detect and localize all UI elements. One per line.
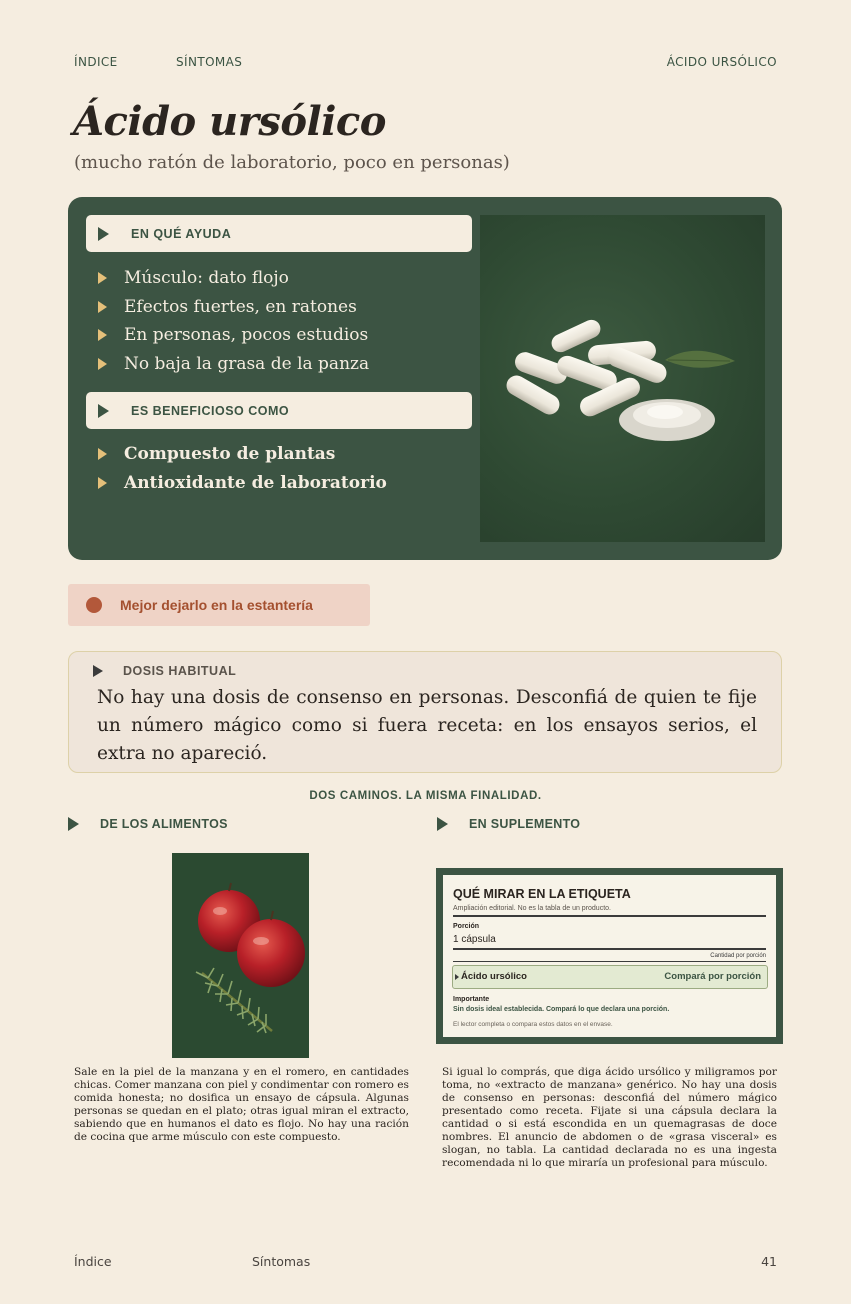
beneficial-list <box>86 440 466 497</box>
list-item <box>86 264 466 293</box>
footer-index-link[interactable]: Índice <box>74 1254 112 1269</box>
triangle-icon <box>98 227 109 241</box>
triangle-icon <box>93 665 103 677</box>
helps-header <box>86 215 472 252</box>
beneficial-header-label: ES BENEFICIOSO COMO <box>131 403 290 418</box>
list-item <box>86 469 466 498</box>
food-header <box>68 817 228 831</box>
list-item-text: No baja la grasa de la panza <box>124 353 370 374</box>
dose-header <box>93 664 236 678</box>
ingredient-name: Ácido ursólico <box>461 971 527 982</box>
nav-index-link[interactable]: ÍNDICE <box>74 55 118 69</box>
per-portion-label: Cantidad por porción <box>710 953 766 959</box>
capsules-illustration <box>480 215 765 542</box>
bullet-icon <box>98 448 107 460</box>
page-subtitle: (mucho ratón de laboratorio, poco en personas) <box>74 152 510 173</box>
list-item-text: Compuesto de plantas <box>124 444 336 465</box>
beneficial-header <box>86 392 472 429</box>
list-item <box>86 321 466 350</box>
dose-text: No hay una dosis de consenso en personas. Desconfiá de quien te fije un número mágico como si fuera receta: en los ensayos serios, el extra no apareció. <box>97 687 757 764</box>
list-item <box>86 440 466 469</box>
label-guide-footer: El lector completa o compara estos datos en el envase. <box>453 1021 613 1028</box>
verdict-badge <box>68 584 370 626</box>
triangle-icon <box>68 817 79 831</box>
nav-symptoms-link[interactable]: SÍNTOMAS <box>176 55 243 69</box>
capsules-photo <box>480 215 765 542</box>
warning-dot-icon <box>86 597 102 613</box>
label-guide-note: Ampliación editorial. No es la tabla de un producto. <box>453 905 611 912</box>
apples-rosemary-photo <box>172 853 309 1058</box>
divider <box>453 961 766 962</box>
footer-symptoms-link[interactable]: Síntomas <box>252 1254 311 1269</box>
paths-heading: DOS CAMINOS. LA MISMA FINALIDAD. <box>309 790 542 802</box>
dose-box <box>68 651 782 773</box>
dose-header-label: DOSIS HABITUAL <box>123 664 237 678</box>
important-text: Sin dosis ideal establecida. Compará lo que declara una porción. <box>453 1006 670 1013</box>
important-label: Importante <box>453 996 490 1003</box>
food-header-label: DE LOS ALIMENTOS <box>100 817 228 831</box>
list-item-text: Efectos fuertes, en ratones <box>124 296 357 317</box>
bullet-icon <box>98 477 107 489</box>
page-number: 41 <box>761 1254 777 1269</box>
triangle-icon <box>437 817 448 831</box>
triangle-icon <box>455 974 459 980</box>
ingredient-value: Compará por porción <box>664 971 761 982</box>
supplement-header <box>437 817 580 831</box>
label-guide-title: QUÉ MIRAR EN LA ETIQUETA <box>453 887 631 901</box>
bullet-icon <box>98 358 107 370</box>
supplement-header-label: EN SUPLEMENTO <box>469 817 581 831</box>
portion-label: Porción <box>453 923 480 930</box>
bullet-icon <box>98 272 107 284</box>
bullet-icon <box>98 329 107 341</box>
page-title: Ácido ursólico <box>73 98 386 145</box>
supplement-paragraph: Si igual lo comprás, que diga ácido ursólico y miligramos por toma, no «extracto de manzana» genérico. No hay una dosis de consenso en personas: desconfiá del número mágico presentado como receta. Fijate si una cápsula declara la cantidad o si está escondida en un quemagrasas de doce nombres. El anuncio de abdomen o de «grasa visceral» es slogan, no tabla. La cantidad declarada no es una ingesta recomendada ni lo que miraría un profesional para músculo. <box>442 1066 777 1169</box>
helps-list <box>86 264 466 378</box>
label-guide-panel <box>443 875 776 1037</box>
list-item-text: Músculo: dato flojo <box>124 268 289 289</box>
list-item-text: Antioxidante de laboratorio <box>124 472 387 493</box>
nav-current-section: ÁCIDO URSÓLICO <box>666 55 777 69</box>
helps-header-label: EN QUÉ AYUDA <box>131 226 232 241</box>
apples-illustration <box>172 853 309 1058</box>
divider <box>453 915 766 917</box>
label-guide <box>436 868 783 1044</box>
divider <box>453 948 766 950</box>
portion-value: 1 cápsula <box>453 934 496 945</box>
list-item <box>86 350 466 379</box>
list-item-text: En personas, pocos estudios <box>124 325 369 346</box>
food-paragraph: Sale en la piel de la manzana y en el romero, en cantidades chicas. Comer manzana con piel y condimentar con romero es comida honesta; no dosifica un ensayo de cápsula. Algunas personas se quedan en el plato; otras igual miran el extracto, sabiendo que en humanos el dato es flojo. No hay una ración de cocina que arme músculo con este compuesto. <box>74 1066 409 1143</box>
list-item <box>86 293 466 322</box>
ingredient-row <box>452 965 768 989</box>
verdict-text: Mejor dejarlo en la estantería <box>120 597 313 613</box>
triangle-icon <box>98 404 109 418</box>
bullet-icon <box>98 301 107 313</box>
